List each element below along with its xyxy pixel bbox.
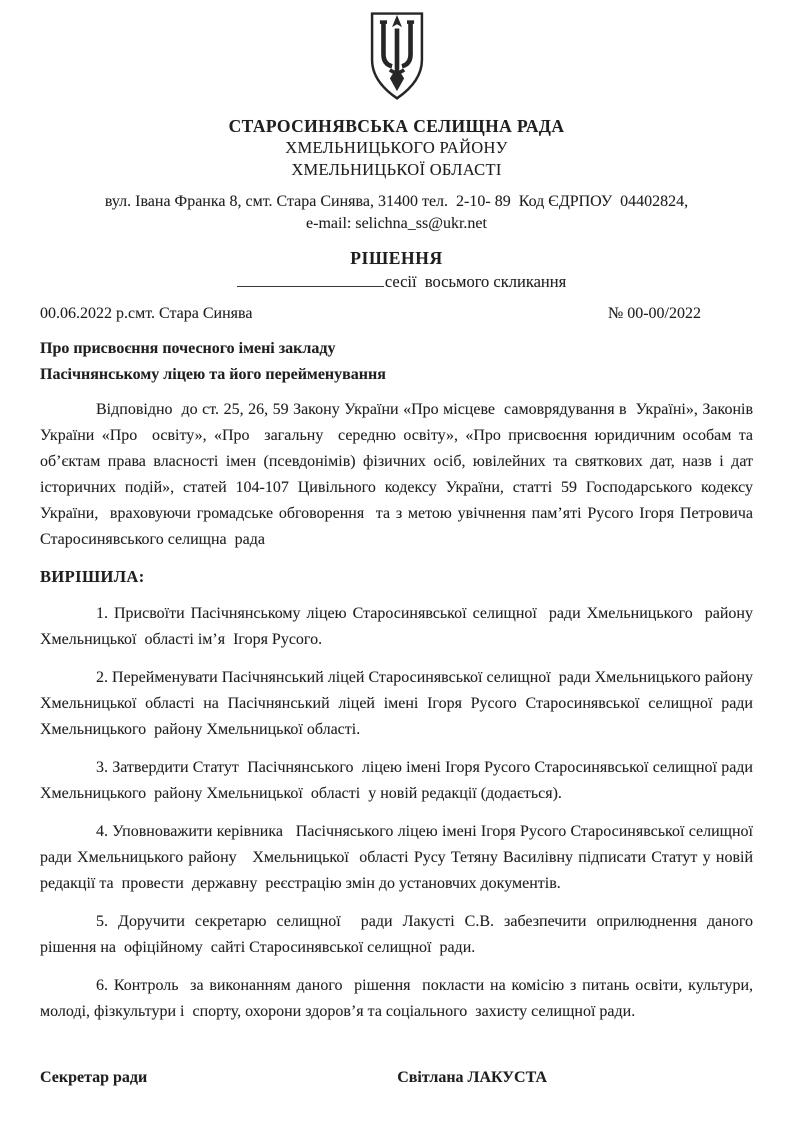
subject-line-2: Пасічнянському ліцею та його перейменування <box>40 366 386 383</box>
subject-line-1: Про присвоєння почесного імені закладу <box>40 340 336 357</box>
resolution-item-3: 3. Затвердити Статут Пасічнянського ліцею імені Ігоря Русого Старосинявської селищної ради Хмельницького району Хмельницької області у новій редакції (додається). <box>40 759 757 802</box>
resolution-item-2: 2. Перейменувати Пасічнянський ліцей Старосинявської селищної ради Хмельницького району Хмельницької області на Пасічнянський ліцей імені Ігоря Русого Старосинявської селищної ради Хмельницького району Хмельницької області. <box>40 669 757 738</box>
session-number-blank-underline <box>237 271 384 288</box>
district-line: ХМЕЛЬНИЦЬКОГО РАЙОНУ <box>285 138 508 157</box>
date-and-place: 00.06.2022 р.смт. Стара Синява <box>40 305 253 322</box>
preamble-paragraph: Відповідно до ст. 25, 26, 59 Закону України «Про місцеве самоврядування в Україні», Законів України «Про освіту», «Про загальну середню освіту», «Про присвоєння юридичним особам та об’єктам права власності імен (псевдонімів) фізичних осіб, ювілейних та святкових дат, назв і дат історичних подій», статей 104-107 Цивільного кодексу України, статті 59 Господарського кодексу України, враховуючи громадське обговорення та з метою увічнення пам’яті Русого Ігоря Петровича Старосинявського селищна рада <box>40 401 761 548</box>
address-line: вул. Івана Франка 8, смт. Стара Синява, 31400 тел. 2-10- 89 Код ЄДРПОУ 04402824, <box>104 193 689 210</box>
resolution-item-1: 1. Присвоїти Пасічнянському ліцею Старосинявської селищної ради Хмельницького району Хмельницької області ім’я Ігоря Русого. <box>40 605 757 648</box>
resolution-items <box>40 601 761 1025</box>
letterhead <box>40 115 753 181</box>
session-text: сесії восьмого скликання <box>384 272 567 291</box>
email-line: e-mail: selichna_ss@ukr.net <box>306 215 487 232</box>
emblem-container <box>40 10 753 109</box>
signatory-role: Секретар ради <box>40 1069 148 1086</box>
subject-block <box>40 336 753 388</box>
document-number: № 00-00/2022 <box>607 305 701 322</box>
resolution-item-4: 4. Уповноважити керівника Пасічняського ліцею імені Ігоря Русого Старосинявської селищної ради Хмельницького району Хмельницької області Русу Тетяну Василівну підписати Статут у новій редакції та провести державну реєстрацію змін до установчих документів. <box>40 823 761 892</box>
session-line <box>40 270 753 294</box>
resolved-label: ВИРІШИЛА: <box>40 567 145 586</box>
region-line: ХМЕЛЬНИЦЬКОЇ ОБЛАСТІ <box>291 160 502 179</box>
document-type-title: РІШЕННЯ <box>350 248 443 268</box>
signatory-name: Світлана ЛАКУСТА <box>397 1069 548 1086</box>
council-name: СТАРОСИНЯВСЬКА СЕЛИЩНА РАДА <box>228 116 565 136</box>
address-block <box>40 191 753 235</box>
resolution-item-6: 6. Контроль за виконанням даного рішення покласти на комісію з питань освіти, культури, молоді, фізкультури і спорту, охорони здоров’я та соціального захисту селищної ради. <box>40 977 757 1020</box>
signature-row <box>40 1066 753 1090</box>
date-number-row <box>40 302 753 326</box>
ukraine-trident-emblem-icon <box>359 10 435 104</box>
resolution-item-5: 5. Доручити секретарю селищної ради Лакусті С.В. забезпечити оприлюднення даного рішення на офіційному сайті Старосинявської селищної ради. <box>40 913 757 956</box>
